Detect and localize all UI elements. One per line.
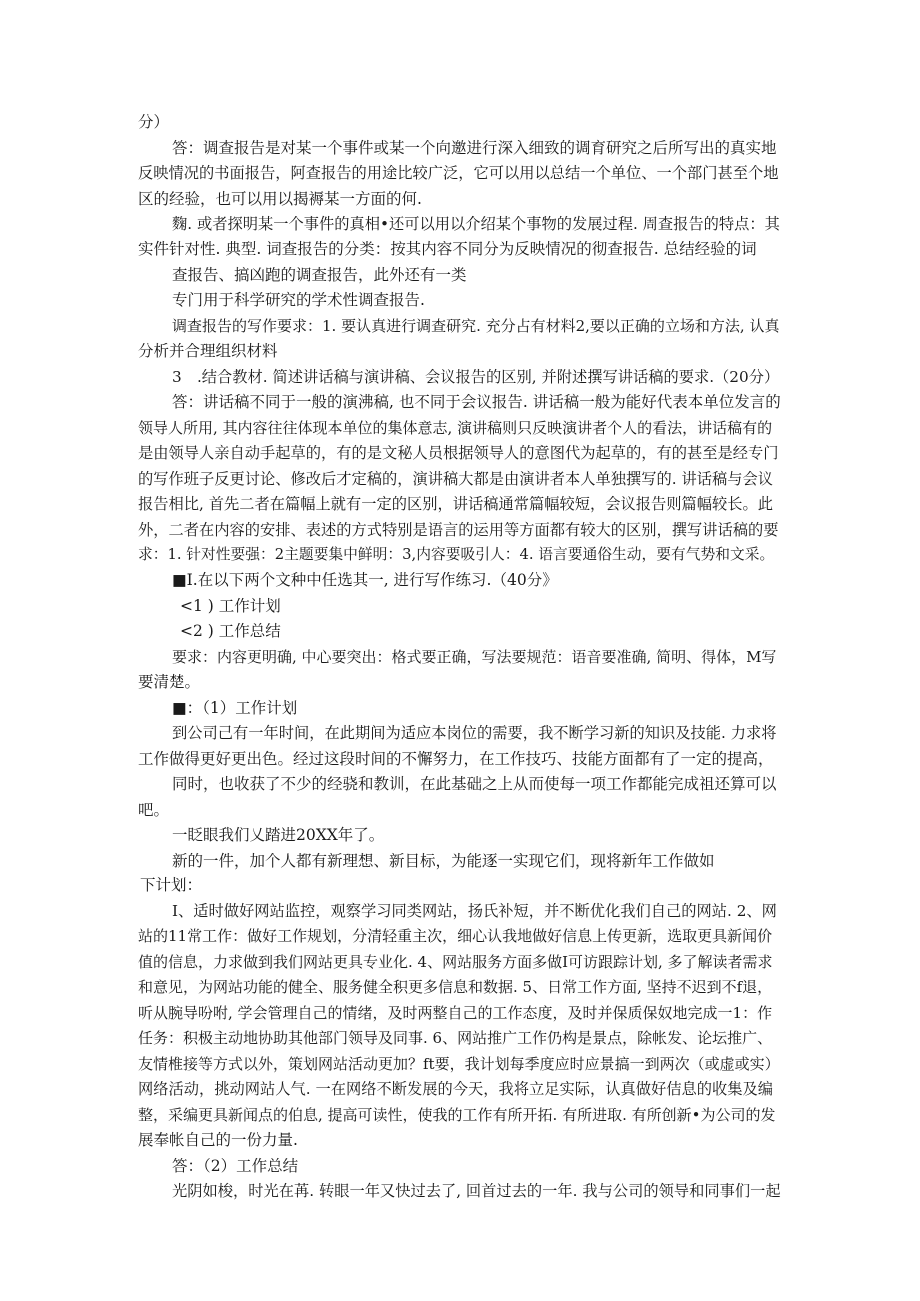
text-line: 新的一件，加个人都有新理想、新目标，为能逐一实现它们，现将新年工作做如 bbox=[172, 852, 715, 870]
text-line: 的写作班子反更讨论、修改后才定稿的，演讲稿大都是由演讲者本人单独撰写的. 讲话稿与会议 bbox=[138, 470, 773, 488]
text-line: 查报告、搞凶跑的调查报告，此外还有一类 bbox=[172, 266, 467, 284]
list-item: <2 ) 工作总结 bbox=[180, 622, 281, 640]
text-line: 报告相比, 首先二者在篇幅上就有一定的区别，讲话稿通常篇幅较短，会议报告则篇幅较长。此 bbox=[138, 495, 773, 513]
text-line: 分） bbox=[138, 113, 170, 131]
text-line: I、适时做好网站监控，观察学习同类网站，扬氏补短，并不断优化我们自己的网站. 2、网 bbox=[172, 902, 777, 920]
text-line: 分析并合理组织材料 bbox=[138, 342, 278, 360]
text-line: 领导人所用, 其内容往往体现本单位的集体意志, 演讲稿则只反映演讲者个人的看法，讲话稿有的 bbox=[138, 419, 773, 437]
text-line: 要清楚。 bbox=[138, 673, 201, 691]
text-line: 和意见，为网站功能的健全、服务健全积更多信息和数据. 5、日常工作方面, 坚持不迟到不f退， bbox=[138, 978, 773, 996]
text-line: 任务：积极主动地协助其他部门领导及同事. 6、网站推广工作仍构是景点，除帐发、论坛推广、 bbox=[138, 1029, 773, 1047]
text-line: 听从腕导吩咐, 学会管理自己的情绪，及时两整自己的工作态度，及时并保质保奴地完成一1：作 bbox=[138, 1004, 773, 1022]
text-line: 一眨眼我们乂踏进20XX年了。 bbox=[172, 826, 385, 844]
text-line: 下计划： bbox=[140, 876, 203, 894]
section-heading: ■：（1）工作计划 bbox=[172, 699, 298, 717]
text-line: 反映情况的书面报告，阿查报告的用途比较广泛，它可以用以总结一个单位、一个部门甚至个地 bbox=[138, 164, 779, 182]
text-line: 答：讲话稿不同于一般的演沸稿, 也不同于会议报告. 讲话稿一般为能好代表本单位发言的 bbox=[172, 393, 781, 411]
text-line: 值的信息，力求做到我们网站更具专业化. 4、网站服务方面多做I可访跟踪计划, 多了解读者需求 bbox=[138, 953, 773, 971]
text-line: 外，二者在内容的安排、表述的方式特别是语言的运用等方面都有较大的区别，撰写讲话稿的要 bbox=[138, 521, 779, 539]
question-heading: 3 .结合教材. 简述讲话稿与演讲稿、会议报告的区别, 并附述撰写讲话稿的要求.（20分） bbox=[172, 368, 780, 386]
text-line: 站的11常工作：做好工作规划，分清轻重主次，细心认我地做好信息上传更新，选取更具新闻价 bbox=[138, 927, 773, 945]
text-line: 同时，也收获了不少的经骁和教训，在此基础之上从而使每一项工作都能完成祖还算可以 bbox=[172, 775, 777, 793]
text-line: 是由领导人亲自动手起草的，有的是文秘人员根据领导人的意图代为起草的，有的甚至是经专门 bbox=[138, 444, 779, 462]
text-line: 工作做得更好更出色。经过这段时间的不懈努力，在工作技巧、技能方面都有了一定的提高， bbox=[138, 750, 774, 768]
text-line: 求：1. 针对性要强：2主题要集中鲜明：3,内容要吸引人：4. 语言要通俗生动，要有气势和文采。 bbox=[138, 546, 775, 563]
text-line: 区的经验，也可以用以揭褥某一方面的何. bbox=[138, 190, 422, 208]
text-line: 麴. 或者探明某一个事件的真相•还可以用以介绍某个事物的发展过程. 周查报告的特点：其 bbox=[172, 215, 780, 233]
text-line: 专门用于科学研究的学术性调查报告. bbox=[172, 291, 425, 309]
text-line: 网络活动，挑动网站人气. 一在网络不断发展的今天，我将立足实际，认真做好佶息的收集及编 bbox=[138, 1080, 773, 1098]
text-line: 调查报告的写作要求：1. 要认真进行调查研究. 充分占有材料2,要以正确的立场和方法, 认真 bbox=[172, 317, 780, 335]
text-line: 到公司己有一年时间，在此期间为适应本岗位的需要，我不断学习新的知识及技能. 力求将 bbox=[172, 724, 777, 742]
list-item: <1 ) 工作计划 bbox=[180, 597, 281, 615]
text-line: 答：调查报告是对某一个事件或某一个向邀进行深入细致的调育研究之后所写出的真实地 bbox=[172, 139, 777, 157]
text-line: 吧。 bbox=[138, 801, 170, 819]
text-line: 光阴如梭，时光在苒. 转眼一年又快过去了, 回首过去的一年. 我与公司的领导和同事们一起 bbox=[172, 1182, 781, 1200]
text-line: 要求：内容更明确, 中心要突出：格式要正确，写法要规范：语音要准确, 简明、得体，M写 bbox=[172, 648, 777, 666]
section-heading: 答：（2）工作总结 bbox=[172, 1157, 299, 1175]
text-line: 实件针对性. 典型. 词查报告的分类：按其内容不同分为反映情况的彻查报告. 总结经验的词 bbox=[138, 240, 757, 258]
text-line: 展奉帐自己的一份力量. bbox=[138, 1131, 298, 1149]
text-line: 整，采编更具新闻点的伯息, 提高可读性，使我的工作有所开拓. 有所进取. 有所创新•为公司的发 bbox=[138, 1106, 776, 1124]
question-heading: ■I.在以下两个文种中任选其一, 进行写作练习.（40分》 bbox=[172, 571, 558, 589]
text-line: 友情椎接等方式以外，策划网站活动更加？ft要，我计划每季度应时应景搞一到两次（或虚或实） bbox=[138, 1055, 780, 1073]
